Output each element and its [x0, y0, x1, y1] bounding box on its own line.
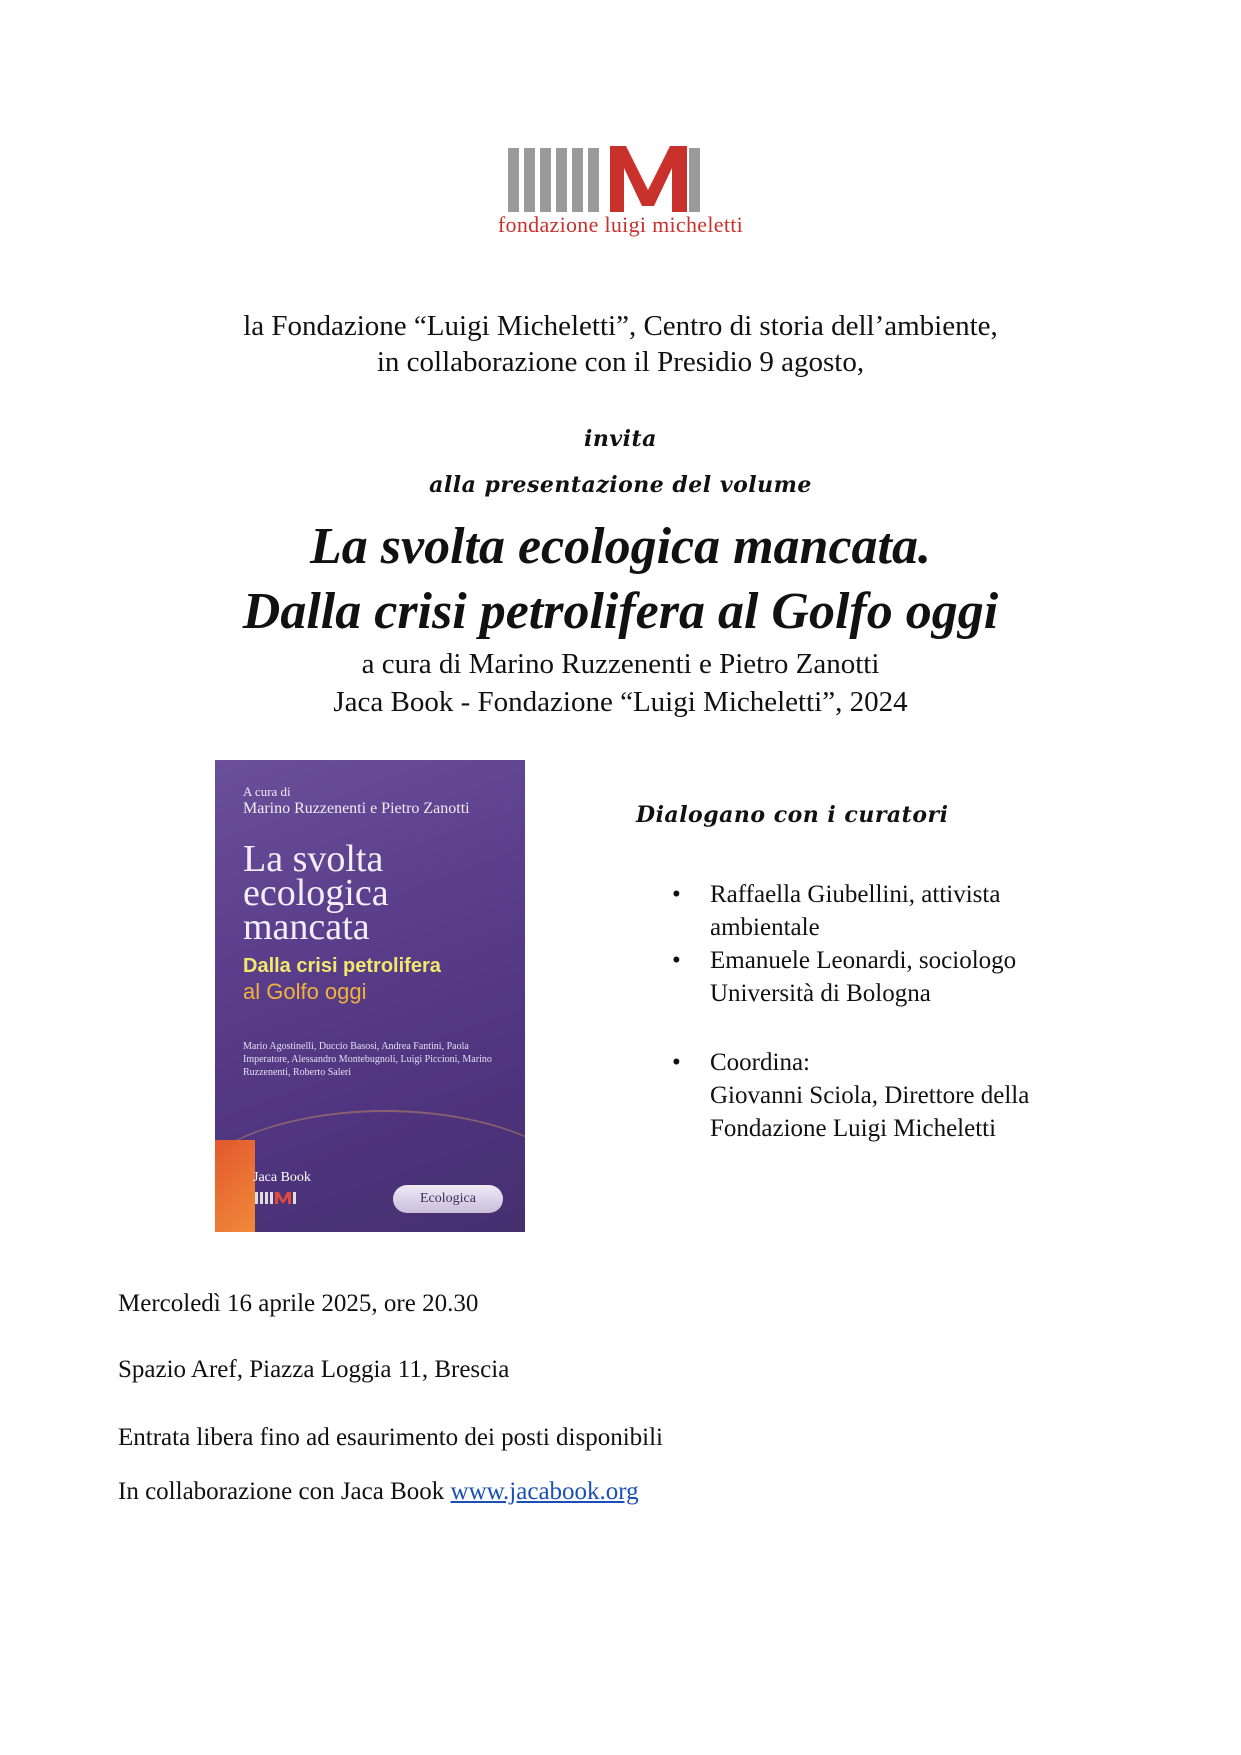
- fondazione-logo: [0, 140, 1241, 250]
- speaker-item: • Emanuele Leonardi, sociologo Università di Bologna: [672, 944, 1092, 1010]
- cover-subtitle-2: al Golfo oggi: [243, 979, 367, 1004]
- cover-title: La svolta ecologica mancata: [243, 838, 389, 948]
- cover-subtitle-1: Dalla crisi petrolifera: [243, 955, 441, 977]
- intro-line-1: la Fondazione “Luigi Micheletti”, Centro di storia dell’ambiente,: [243, 310, 998, 342]
- bullet-icon: •: [672, 1049, 681, 1076]
- cover-editors: Marino Ruzzenenti e Pietro Zanotti: [243, 800, 470, 817]
- event-date: Mercoledì 16 aprile 2025, ore 20.30: [118, 1290, 479, 1317]
- dialog-heading: Dialogano con i curatori: [636, 802, 949, 828]
- cover-publisher-emblem: [215, 1140, 255, 1232]
- speaker-item: • Raffaella Giubellini, attivista ambientale: [672, 878, 1092, 944]
- logo-bars-right: [669, 148, 701, 212]
- cover-small-label: A cura di: [243, 784, 291, 799]
- event-collaboration: [118, 1478, 639, 1506]
- cover-series-badge: Ecologica: [393, 1185, 503, 1213]
- bullet-icon: •: [672, 947, 681, 974]
- speaker-list: [672, 878, 1092, 1145]
- event-venue: Spazio Aref, Piazza Loggia 11, Brescia: [118, 1356, 510, 1383]
- invite-line-1: invita: [584, 426, 657, 452]
- book-publisher: Jaca Book - Fondazione “Luigi Micheletti”, 2024: [333, 686, 908, 718]
- book-editors: a cura di Marino Ruzzenenti e Pietro Zanotti: [361, 648, 880, 680]
- collab-text: In collaborazione con Jaca Book: [118, 1478, 445, 1505]
- bullet-icon: •: [672, 881, 681, 908]
- logo-bars: [508, 148, 608, 212]
- book-title-line-2: Dalla crisi petrolifera al Golfo oggi: [242, 583, 999, 640]
- intro-line-2: in collaborazione con il Presidio 9 agosto,: [376, 346, 865, 378]
- event-entry: Entrata libera fino ad esaurimento dei posti disponibili: [118, 1424, 664, 1451]
- cover-authors: Mario Agostinelli, Duccio Basosi, Andrea Fantini, Paola Imperatore, Alessandro Montebugnoli, Luigi Piccioni, Marino Ruzzenenti, Roberto Saleri: [243, 1041, 492, 1078]
- book-cover-image: [215, 760, 525, 1232]
- logo-text: fondazione luigi micheletti: [497, 212, 744, 237]
- jacabook-link[interactable]: www.jacabook.org: [450, 1478, 639, 1505]
- cover-publisher: Jaca Book: [253, 1170, 311, 1185]
- speaker-item: • Coordina: Giovanni Sciola, Direttore della Fondazione Luigi Micheletti: [672, 1046, 1092, 1145]
- invite-line-2: alla presentazione del volume: [429, 472, 812, 498]
- cover-foundation-logo-icon: [255, 1192, 315, 1204]
- book-title-line-1: La svolta ecologica mancata.: [309, 518, 931, 575]
